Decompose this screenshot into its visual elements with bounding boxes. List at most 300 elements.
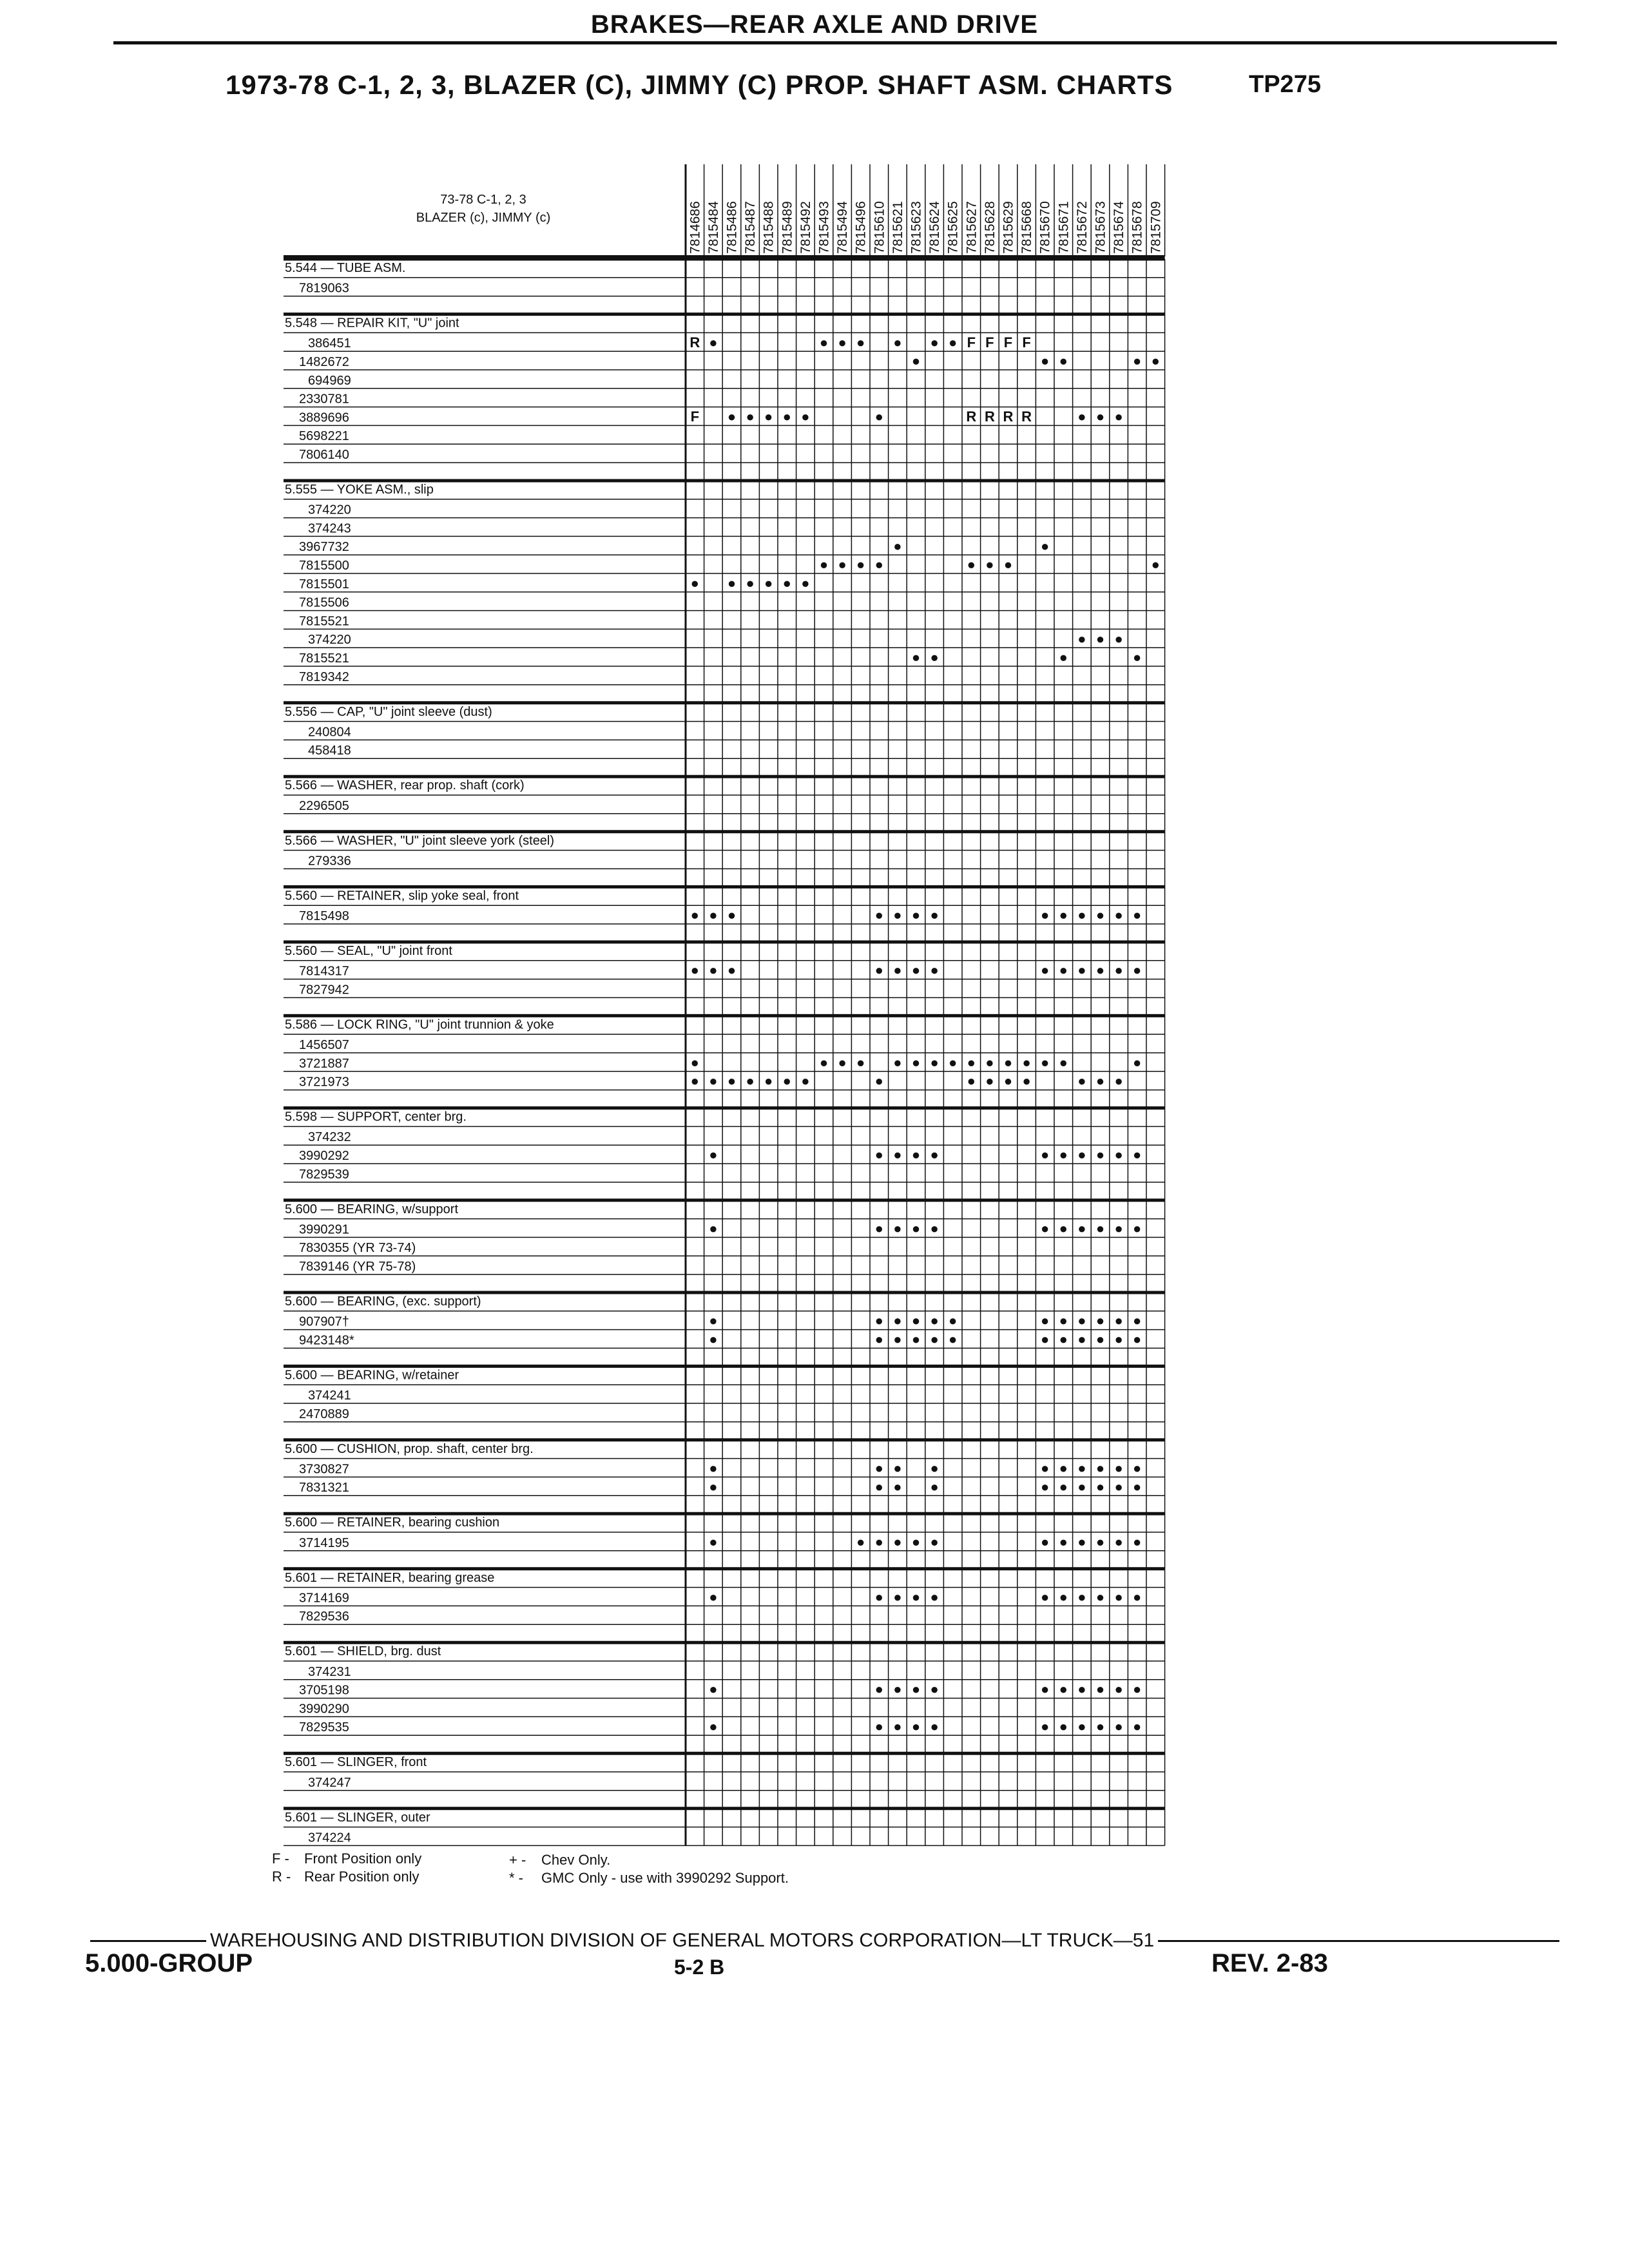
chart-mark: ●	[1059, 1312, 1068, 1329]
part-number: 1456507	[299, 1038, 349, 1052]
chart-mark: ●	[911, 1146, 921, 1163]
chart-mark: ●	[838, 334, 847, 351]
chart-mark: ●	[801, 408, 810, 425]
chart-mark: ●	[801, 575, 810, 591]
group-title: 5.600 — RETAINER, bearing cushion	[285, 1515, 500, 1530]
part-number: 374220	[308, 633, 351, 648]
part-number: 7830355 (YR 73-74)	[299, 1241, 416, 1256]
chart-mark: ●	[1133, 1589, 1142, 1605]
chart-mark: ●	[930, 1220, 939, 1236]
chart-mark: ●	[746, 575, 755, 591]
corner-label-line2: BLAZER (c), JIMMY (c)	[416, 211, 551, 225]
chart-mark: ●	[1133, 1054, 1142, 1071]
chart-mark: ●	[1059, 1220, 1068, 1236]
chart-mark: ●	[1059, 1331, 1068, 1347]
chart-mark: ●	[1095, 1681, 1105, 1698]
chart-mark: ●	[1077, 1460, 1086, 1476]
chart-mark: ●	[1095, 408, 1105, 425]
part-number: 7815498	[299, 909, 349, 923]
chart-mark: ●	[967, 556, 976, 573]
footer-revision: REV. 2-83	[1211, 1949, 1328, 1977]
chart-code: TP275	[1249, 71, 1321, 98]
chart-mark: F	[985, 334, 994, 351]
group-title: 5.560 — SEAL, "U" joint front	[285, 944, 452, 958]
chart-mark: ●	[874, 1681, 883, 1698]
chart-mark: ●	[690, 962, 699, 979]
chart-mark: ●	[1059, 1589, 1068, 1605]
chart-mark: ●	[727, 962, 737, 979]
chart-mark: ●	[1059, 962, 1068, 979]
chart-mark: ●	[1114, 1589, 1123, 1605]
part-number: 386451	[308, 336, 351, 351]
legend-front-key: F -	[272, 1850, 289, 1867]
chart-mark: ●	[1077, 962, 1086, 979]
column-header: 7815628	[982, 201, 998, 254]
part-number: 3730827	[299, 1462, 349, 1477]
chart-mark: ●	[1041, 1533, 1050, 1550]
chart-mark: ●	[874, 556, 883, 573]
chart-mark: ●	[1041, 1681, 1050, 1698]
chart-mark: F	[967, 334, 976, 351]
chart-mark: ●	[709, 1220, 718, 1236]
chart-mark: ●	[709, 1312, 718, 1329]
chart-mark: ●	[709, 1681, 718, 1698]
chart-mark: ●	[1041, 537, 1050, 554]
chart-mark: ●	[709, 334, 718, 351]
chart-mark: ●	[893, 537, 902, 554]
chart-mark: ●	[1095, 1073, 1105, 1090]
chart-mark: ●	[1077, 1533, 1086, 1550]
chart-mark: ●	[819, 1054, 829, 1071]
part-number: 374224	[308, 1831, 351, 1845]
chart-mark: ●	[1077, 1312, 1086, 1329]
chart-mark: ●	[1059, 907, 1068, 923]
chart-mark: ●	[1041, 1589, 1050, 1605]
chart-mark: ●	[930, 1681, 939, 1698]
chart-mark: ●	[1041, 1460, 1050, 1476]
chart-mark: ●	[911, 962, 921, 979]
chart-mark: ●	[1151, 352, 1160, 369]
group-title: 5.586 — LOCK RING, "U" joint trunnion & yoke	[285, 1017, 554, 1032]
column-header: 7815709	[1148, 201, 1164, 254]
chart-mark: ●	[1133, 1460, 1142, 1476]
chart-mark: ●	[874, 408, 883, 425]
part-number: 374243	[308, 521, 351, 536]
chart-mark: ●	[1059, 1478, 1068, 1495]
chart-mark: ●	[930, 1478, 939, 1495]
chart-mark: ●	[1133, 1331, 1142, 1347]
part-number: 7819063	[299, 281, 349, 296]
group-title: 5.601 — SHIELD, brg. dust	[285, 1644, 441, 1659]
part-number: 7815521	[299, 651, 349, 666]
chart-mark: ●	[1114, 907, 1123, 923]
chart-mark: ●	[874, 1460, 883, 1476]
column-header: 7815494	[835, 201, 851, 254]
group-title: 5.544 — TUBE ASM.	[285, 261, 406, 275]
part-number: 7815506	[299, 595, 349, 610]
chart-mark: ●	[1095, 1312, 1105, 1329]
chart-mark: ●	[1041, 962, 1050, 979]
chart-mark: ●	[911, 1220, 921, 1236]
column-header: 7815672	[1074, 201, 1090, 254]
chart-mark: ●	[782, 408, 791, 425]
chart-mark: ●	[746, 1073, 755, 1090]
column-header: 7815678	[1130, 201, 1145, 254]
chart-mark: ●	[690, 1054, 699, 1071]
chart-mark: ●	[1095, 1589, 1105, 1605]
chart-mark: ●	[801, 1073, 810, 1090]
chart-mark: ●	[690, 1073, 699, 1090]
group-title: 5.560 — RETAINER, slip yoke seal, front	[285, 889, 519, 903]
chart-mark: ●	[709, 1589, 718, 1605]
chart-subtitle: 1973-78 C-1, 2, 3, BLAZER (C), JIMMY (C) PROP. SHAFT ASM. CHARTS	[226, 70, 1173, 100]
part-number: 374220	[308, 503, 351, 517]
chart-mark: ●	[1022, 1054, 1031, 1071]
chart-mark: ●	[893, 1331, 902, 1347]
chart-mark: ●	[709, 962, 718, 979]
chart-mark: R	[689, 334, 700, 351]
chart-mark: ●	[1133, 352, 1142, 369]
chart-mark: ●	[967, 1054, 976, 1071]
chart-mark: ●	[1133, 1718, 1142, 1735]
chart-mark: ●	[1059, 352, 1068, 369]
chart-mark: ●	[874, 962, 883, 979]
chart-mark: ●	[1095, 1146, 1105, 1163]
chart-mark: ●	[1133, 1478, 1142, 1495]
part-number: 7815521	[299, 614, 349, 629]
chart-mark: ●	[838, 556, 847, 573]
legend-chev-key: + -	[509, 1852, 526, 1868]
group-title: 5.601 — SLINGER, front	[285, 1755, 427, 1770]
chart-mark: ●	[874, 1589, 883, 1605]
chart-mark: ●	[1077, 1331, 1086, 1347]
chart-mark: ●	[1077, 1478, 1086, 1495]
column-header: 7815673	[1093, 201, 1108, 254]
chart-mark: ●	[690, 575, 699, 591]
chart-mark: ●	[1077, 907, 1086, 923]
chart-mark: ●	[1059, 1054, 1068, 1071]
chart-mark: ●	[1022, 1073, 1031, 1090]
part-number: 7839146 (YR 75-78)	[299, 1260, 416, 1274]
chart-mark: ●	[764, 575, 773, 591]
chart-mark: ●	[1041, 1146, 1050, 1163]
part-number: 3967732	[299, 540, 349, 555]
chart-mark: ●	[1077, 1220, 1086, 1236]
chart-mark: ●	[930, 1331, 939, 1347]
legend-front	[272, 1850, 421, 1867]
part-number: 1482672	[299, 355, 349, 369]
part-number: 7827942	[299, 983, 349, 997]
chart-mark: ●	[874, 1073, 883, 1090]
chart-mark: ●	[1059, 1681, 1068, 1698]
part-number: 7829535	[299, 1720, 349, 1735]
column-header: 7815487	[743, 201, 758, 254]
footer-group: 5.000-GROUP	[85, 1949, 253, 1977]
part-number: 374241	[308, 1389, 351, 1403]
group-title: 5.600 — BEARING, w/retainer	[285, 1368, 459, 1383]
footer-division-text: WAREHOUSING AND DISTRIBUTION DIVISION OF GENERAL MOTORS CORPORATION—LT TRUCK—51	[210, 1930, 1155, 1951]
chart-mark: ●	[874, 1331, 883, 1347]
legend-chev-text: Chev Only.	[541, 1852, 611, 1868]
chart-mark: ●	[911, 1312, 921, 1329]
chart-mark: ●	[930, 334, 939, 351]
chart-mark: R	[1003, 408, 1014, 425]
chart-mark: ●	[727, 408, 737, 425]
column-header: 7815493	[816, 201, 832, 254]
chart-mark: ●	[746, 408, 755, 425]
part-number: 907907†	[299, 1314, 349, 1329]
column-header: 7815625	[945, 201, 961, 254]
chart-mark: ●	[893, 907, 902, 923]
chart-mark: ●	[1059, 1533, 1068, 1550]
chart-mark: ●	[1059, 1718, 1068, 1735]
chart-mark: ●	[1133, 1533, 1142, 1550]
chart-mark: ●	[856, 556, 865, 573]
chart-mark: ●	[911, 1331, 921, 1347]
chart-mark: ●	[1133, 1312, 1142, 1329]
chart-mark: ●	[911, 352, 921, 369]
chart-mark: R	[984, 408, 995, 425]
chart-mark: ●	[930, 1589, 939, 1605]
chart-mark: ●	[930, 1312, 939, 1329]
chart-mark: ●	[709, 1073, 718, 1090]
footer-page-number: 5-2 B	[674, 1956, 725, 1979]
chart-mark: ●	[856, 1533, 865, 1550]
footer-rule-right	[1158, 1940, 1559, 1942]
chart-mark: ●	[1114, 1312, 1123, 1329]
column-header: 7815671	[1056, 201, 1072, 254]
chart-mark: F	[1022, 334, 1031, 351]
part-number: 374247	[308, 1775, 351, 1790]
group-title: 5.600 — BEARING, (exc. support)	[285, 1294, 481, 1309]
legend-front-text: Front Position only	[304, 1850, 422, 1867]
chart-mark: ●	[709, 1478, 718, 1495]
chart-mark: ●	[949, 1312, 958, 1329]
chart-mark: ●	[709, 907, 718, 923]
chart-mark: ●	[874, 1146, 883, 1163]
column-header: 7815610	[872, 201, 887, 254]
column-header: 7815492	[798, 201, 813, 254]
chart-mark: ●	[838, 1054, 847, 1071]
group-title: 5.548 — REPAIR KIT, "U" joint	[285, 316, 459, 331]
chart-mark: ●	[1041, 907, 1050, 923]
chart-mark: ●	[709, 1331, 718, 1347]
group-title: 5.566 — WASHER, rear prop. shaft (cork)	[285, 778, 525, 793]
footer-rule-left	[90, 1940, 206, 1942]
part-number: 3721973	[299, 1075, 349, 1090]
legend-gmc-key: * -	[509, 1870, 523, 1886]
chart-mark: ●	[727, 1073, 737, 1090]
column-header: 7815484	[706, 201, 721, 254]
chart-mark: ●	[709, 1718, 718, 1735]
chart-mark: ●	[764, 1073, 773, 1090]
chart-mark: ●	[1077, 1681, 1086, 1698]
chart-mark: ●	[893, 1312, 902, 1329]
chart-mark: ●	[930, 1460, 939, 1476]
chart-mark: ●	[893, 1478, 902, 1495]
footer-division-line	[90, 1930, 1559, 1952]
chart-mark: ●	[1003, 1054, 1013, 1071]
chart-mark: ●	[893, 962, 902, 979]
chart-mark: ●	[1133, 1681, 1142, 1698]
chart-mark: ●	[911, 1589, 921, 1605]
chart-mark: R	[966, 408, 977, 425]
chart-mark: ●	[874, 907, 883, 923]
column-header: 7815488	[761, 201, 776, 254]
chart-mark: ●	[1095, 1533, 1105, 1550]
chart-mark: ●	[893, 1220, 902, 1236]
chart-mark: ●	[856, 1054, 865, 1071]
legend-rear-key: R -	[272, 1869, 291, 1885]
chart-mark: ●	[930, 1146, 939, 1163]
group-title: 5.601 — SLINGER, outer	[285, 1810, 430, 1825]
chart-mark: ●	[893, 1718, 902, 1735]
chart-mark: ●	[1114, 1220, 1123, 1236]
chart-mark: ●	[930, 962, 939, 979]
chart-mark: ●	[1095, 1460, 1105, 1476]
legend-rear	[272, 1869, 419, 1885]
group-title: 5.598 — SUPPORT, center brg.	[285, 1110, 467, 1124]
group-title: 5.600 — CUSHION, prop. shaft, center brg.	[285, 1441, 534, 1456]
chart-mark: ●	[1133, 1146, 1142, 1163]
part-number: 279336	[308, 854, 351, 869]
part-number: 2330781	[299, 392, 349, 407]
chart-mark: ●	[911, 1533, 921, 1550]
chart-mark: ●	[1041, 352, 1050, 369]
part-number: 3889696	[299, 410, 349, 425]
chart-mark: ●	[874, 1220, 883, 1236]
chart-mark: ●	[1114, 1146, 1123, 1163]
chart-mark: ●	[893, 1460, 902, 1476]
chart-mark: ●	[1041, 1478, 1050, 1495]
part-number: 7814317	[299, 964, 349, 979]
chart-mark: ●	[856, 334, 865, 351]
part-number: 5698221	[299, 429, 349, 444]
chart-mark: ●	[1059, 1460, 1068, 1476]
group-title: 5.555 — YOKE ASM., slip	[285, 483, 434, 497]
part-number: 458418	[308, 744, 351, 758]
chart-mark: ●	[1041, 1331, 1050, 1347]
chart-mark: ●	[949, 334, 958, 351]
chart-mark: ●	[1114, 1533, 1123, 1550]
chart-mark: ●	[1114, 1460, 1123, 1476]
chart-mark: ●	[709, 1533, 718, 1550]
chart-mark: ●	[1095, 630, 1105, 647]
group-title: 5.566 — WASHER, "U" joint sleeve york (steel)	[285, 833, 555, 848]
chart-mark: ●	[1114, 1681, 1123, 1698]
chart-mark: ●	[709, 1146, 718, 1163]
chart-mark: ●	[893, 334, 902, 351]
chart-mark: ●	[930, 1718, 939, 1735]
part-number: 2470889	[299, 1407, 349, 1421]
chart-mark: ●	[1041, 1220, 1050, 1236]
part-number: 3714169	[299, 1591, 349, 1606]
legend-chev	[509, 1852, 610, 1869]
part-number: 3721887	[299, 1056, 349, 1071]
chart-mark: ●	[1077, 1073, 1086, 1090]
chart-mark: ●	[1114, 1718, 1123, 1735]
column-header: 7815627	[964, 201, 979, 254]
chart-mark: ●	[764, 408, 773, 425]
legend-rear-text: Rear Position only	[304, 1869, 419, 1885]
chart-mark: ●	[911, 1054, 921, 1071]
chart-mark: ●	[1041, 1054, 1050, 1071]
chart-mark: ●	[690, 907, 699, 923]
chart-mark: ●	[893, 1146, 902, 1163]
chart-mark: ●	[1041, 1718, 1050, 1735]
part-number: 3990290	[299, 1702, 349, 1716]
part-number: 2296505	[299, 798, 349, 813]
group-title: 5.556 — CAP, "U" joint sleeve (dust)	[285, 704, 492, 719]
chart-mark: ●	[911, 907, 921, 923]
chart-mark: ●	[1114, 1478, 1123, 1495]
chart-mark: ●	[727, 575, 737, 591]
part-number: 374232	[308, 1130, 351, 1145]
chart-mark: ●	[1059, 649, 1068, 666]
part-number: 240804	[308, 725, 351, 740]
group-title: 5.600 — BEARING, w/support	[285, 1202, 459, 1216]
chart-mark: F	[690, 408, 700, 425]
group-title: 5.601 — RETAINER, bearing grease	[285, 1570, 495, 1585]
column-header: 7815623	[909, 201, 924, 254]
part-number: 7829539	[299, 1167, 349, 1182]
chart-mark: ●	[893, 1054, 902, 1071]
chart-mark: ●	[1133, 962, 1142, 979]
page-header-title: BRAKES—REAR AXLE AND DRIVE	[590, 10, 1039, 39]
part-number: 7815500	[299, 559, 349, 573]
chart-mark: R	[1021, 408, 1032, 425]
part-number: 3990292	[299, 1149, 349, 1163]
corner-label-line1: 73-78 C-1, 2, 3	[440, 193, 526, 207]
chart-mark: ●	[985, 1073, 994, 1090]
column-header: 7815624	[927, 201, 943, 254]
chart-mark: ●	[1133, 907, 1142, 923]
legend-gmc-text: GMC Only - use with 3990292 Support.	[541, 1870, 789, 1886]
column-header: 7815621	[890, 201, 905, 254]
chart-mark: ●	[1059, 1146, 1068, 1163]
chart-mark: ●	[1077, 630, 1086, 647]
chart-mark: ●	[1114, 408, 1123, 425]
column-header: 7815670	[1037, 201, 1053, 254]
column-header: 7815489	[780, 201, 795, 254]
part-number: 374231	[308, 1664, 351, 1679]
chart-mark: ●	[1095, 1220, 1105, 1236]
part-number: 7831321	[299, 1481, 349, 1495]
column-header: 7815668	[1019, 201, 1035, 254]
chart-mark: ●	[1114, 962, 1123, 979]
part-number: 3714195	[299, 1535, 349, 1550]
chart-mark: ●	[1133, 1220, 1142, 1236]
chart-mark: ●	[1133, 649, 1142, 666]
chart-mark: ●	[1114, 630, 1123, 647]
part-number: 7829536	[299, 1610, 349, 1624]
chart-mark: ●	[819, 556, 829, 573]
chart-mark: ●	[930, 907, 939, 923]
chart-mark: ●	[1095, 1478, 1105, 1495]
chart-mark: ●	[911, 649, 921, 666]
chart-mark: ●	[1095, 1331, 1105, 1347]
chart-mark: ●	[874, 1533, 883, 1550]
part-number: 7819342	[299, 669, 349, 684]
chart-mark: ●	[1041, 1312, 1050, 1329]
chart-mark: ●	[1095, 962, 1105, 979]
chart-mark: ●	[1095, 907, 1105, 923]
chart-mark: ●	[930, 1533, 939, 1550]
chart-mark: ●	[893, 1533, 902, 1550]
chart-mark: ●	[819, 334, 829, 351]
chart-mark: ●	[949, 1054, 958, 1071]
chart-mark: ●	[930, 1054, 939, 1071]
